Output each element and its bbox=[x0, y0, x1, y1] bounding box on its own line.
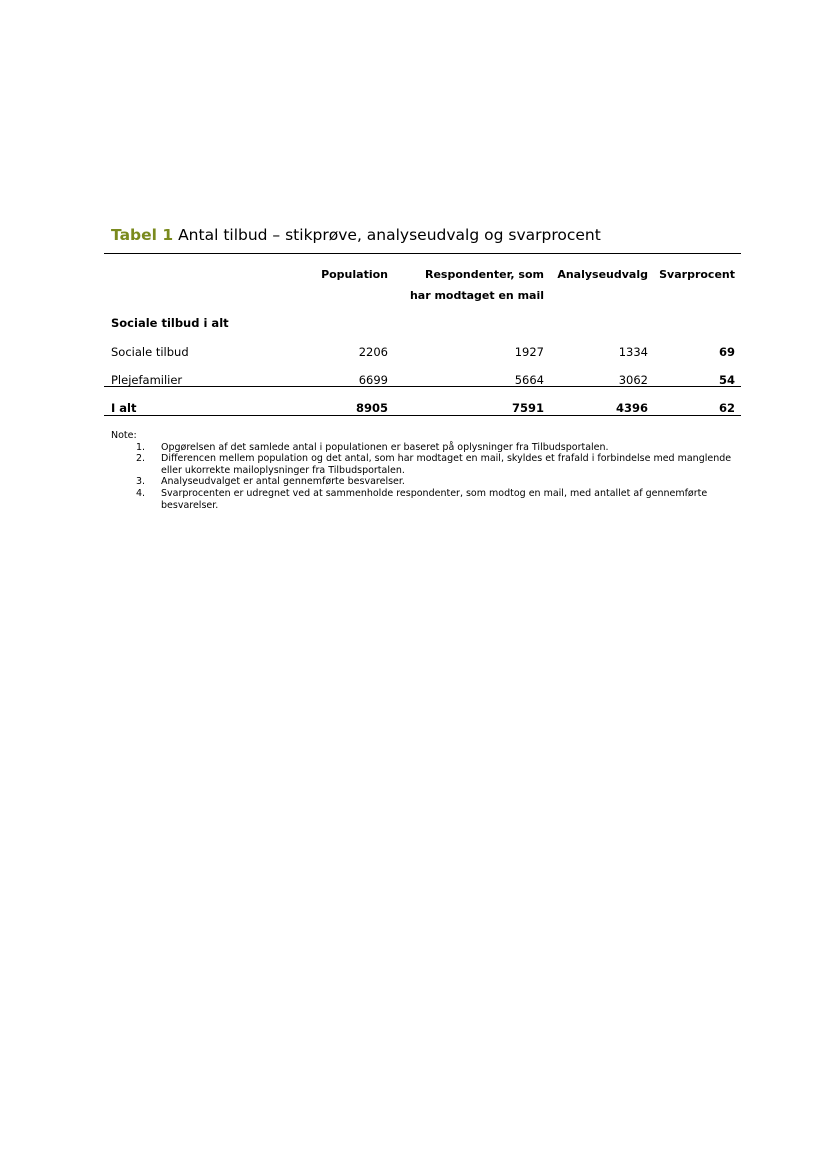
row-rate: 69 bbox=[718, 345, 735, 359]
header-response-rate: Svarprocent bbox=[659, 268, 735, 281]
row-rate: 54 bbox=[718, 373, 735, 387]
row-label: Sociale tilbud bbox=[111, 345, 189, 359]
total-label: I alt bbox=[111, 401, 137, 415]
total-analysis: 4396 bbox=[615, 401, 648, 415]
note-item bbox=[111, 442, 741, 454]
row-respondents: 1927 bbox=[514, 345, 544, 359]
row-population: 2206 bbox=[358, 345, 388, 359]
header-respondents-line2: har modtaget en mail bbox=[409, 289, 544, 302]
note-number: 1. bbox=[136, 441, 146, 453]
total-population: 8905 bbox=[355, 401, 388, 415]
total-rate: 62 bbox=[718, 401, 735, 415]
notes-label: Note: bbox=[111, 430, 137, 441]
note-item bbox=[111, 453, 741, 476]
header-population: Population bbox=[321, 268, 388, 281]
total-respondents: 7591 bbox=[511, 401, 544, 415]
note-text: Differencen mellem population og det antal, som har modtaget en mail, skyldes et frafald i forbindelse med manglende eller ukorrekte mailoplysninger fra Tilbudsportalen. bbox=[161, 453, 732, 476]
note-text: Analyseudvalget er antal gennemførte besvarelser. bbox=[161, 476, 405, 488]
header-analysis: Analyseudvalg bbox=[557, 268, 648, 281]
table-top-rule bbox=[104, 253, 741, 254]
section-label: Sociale tilbud i alt bbox=[111, 316, 229, 330]
note-text: Svarprocenten er udregnet ved at sammenholde respondenter, som modtog en mail, med antallet af gennemførte besvarelser. bbox=[161, 487, 708, 511]
note-text: Opgørelsen af det samlede antal i populationen er baseret på oplysninger fra Tilbudsportalen. bbox=[161, 441, 609, 453]
header-respondents-line1: Respondenter, som bbox=[424, 268, 544, 281]
note-number: 4. bbox=[136, 487, 146, 499]
row-respondents: 5664 bbox=[514, 373, 544, 387]
row-label: Plejefamilier bbox=[111, 373, 183, 387]
table-title bbox=[111, 226, 601, 244]
note-item bbox=[111, 476, 741, 488]
row-population: 6699 bbox=[358, 373, 388, 387]
table-bottom-rule bbox=[104, 415, 741, 416]
note-number: 3. bbox=[136, 476, 146, 488]
row-analysis: 1334 bbox=[618, 345, 648, 359]
note-item bbox=[111, 488, 741, 511]
total-top-rule bbox=[104, 386, 741, 387]
notes-list bbox=[111, 442, 741, 512]
note-number: 2. bbox=[136, 453, 146, 465]
table-number: Tabel 1 bbox=[111, 226, 174, 244]
table-title-text: Antal tilbud – stikprøve, analyseudvalg og svarprocent bbox=[178, 226, 601, 244]
table-notes bbox=[111, 430, 741, 511]
row-analysis: 3062 bbox=[618, 373, 648, 387]
